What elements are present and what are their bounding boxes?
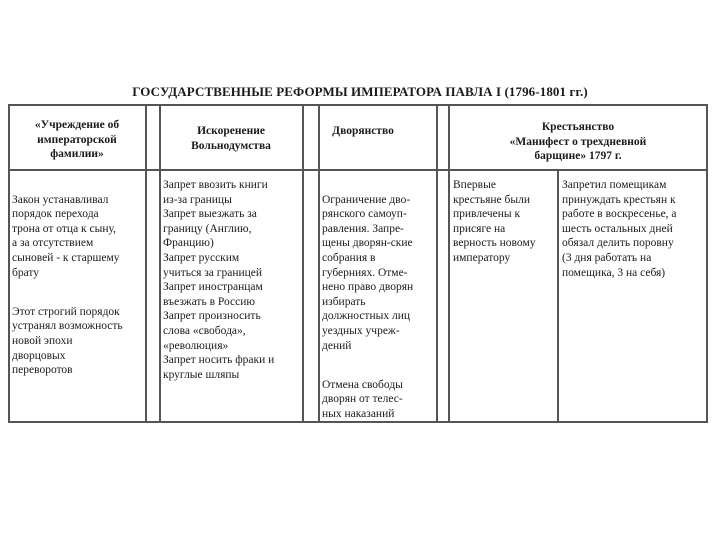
header-divider (8, 169, 708, 171)
header-nobility: Дворянство (332, 125, 394, 137)
col3-paragraph-restrictions: Ограничение дво- рянского самоуп- равления. Запре- щены дворян-ские собрания в губерниях. Отме- нено право дворян избирать должностных лиц уездных учреж- дений (322, 193, 414, 352)
col3-body (322, 178, 434, 422)
header-freethinking: Искоренение Вольнодумства (191, 125, 271, 152)
col3-paragraph-punishment: Отмена свободы дворян от телес- ных наказаний (322, 378, 403, 420)
col3-left-border (318, 104, 320, 423)
col1-paragraph-law: Закон устанавливал порядок перехода трона от отца к сыну, а за отсутствием сыновей - к старшему брату (12, 193, 120, 279)
col1-paragraph-effect: Этот строгий порядок устранял возможность новой эпохи дворцовых переворотов (12, 305, 123, 377)
col4-left-border (448, 104, 450, 423)
header-peasantry: Крестьянство «Манифест о трехдневной барщине» 1797 г. (509, 121, 647, 163)
col2-left-border (159, 104, 161, 423)
header-imperial-family: «Учреждение об императорской фамилии» (34, 119, 120, 161)
col1-right-border (145, 104, 147, 423)
col2-body: Запрет ввозить книги из-за границы Запрет выезжать за границу (Англию, Францию) Запрет русским учиться за границей Запрет иностранцам въезжать в Россию Запрет произносить слова «свобода», «революция» Запрет носить фраки и круглые шляпы (163, 179, 275, 381)
col4-inner-divider (557, 169, 559, 423)
col4-oath-cell: Впервые крестьяне были привлечены к присяге на верность новому императору (453, 179, 536, 264)
col3-right-border (436, 104, 438, 423)
col2-right-border (302, 104, 304, 423)
table-top-border (8, 104, 708, 106)
table-left-border (8, 104, 10, 423)
col1-body (12, 178, 144, 378)
col4-corvee-cell: Запретил помещикам принуждать крестьян к работе в воскресенье, а шесть остальных дней обязал делить поровну (3 дня работать на помещика, 3 на себя) (562, 179, 677, 279)
page-title: ГОСУДАРСТВЕННЫЕ РЕФОРМЫ ИМПЕРАТОРА ПАВЛА I (1796-1801 гг.) (132, 84, 588, 99)
table-right-border (706, 104, 708, 423)
